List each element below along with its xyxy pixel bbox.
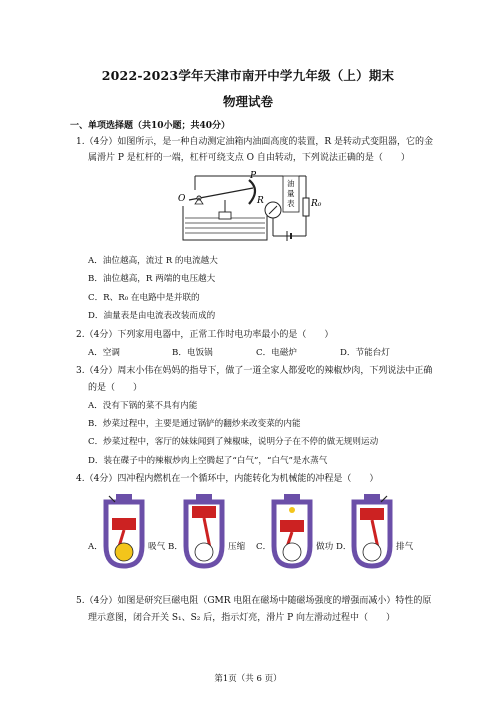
q2-option-b: B．电饭锅 [172, 348, 213, 358]
q1-option-b: B．油位越高，R 两端的电压越大 [88, 274, 216, 284]
q4-option-c: C． [256, 542, 272, 552]
q4-label-d: 排气 [396, 542, 414, 552]
q5-line-1: 5.（4分）如图是研究巨磁电阻（GMR 电阻在磁场中随磁场强度的增强而减小）特性的原 [76, 596, 432, 606]
q2-line-1: 2.（4分）下列家用电器中，正常工作时电功率最小的是（ ） [76, 330, 334, 340]
label-r0: R₀ [311, 199, 322, 209]
q2-option-c: C．电磁炉 [256, 348, 297, 358]
q3-line-2: 的是（ ） [88, 383, 143, 393]
label-p: P [250, 171, 257, 181]
q2-option-d: D．节能台灯 [340, 348, 390, 358]
q3-option-b: B．炒菜过程中，主要是通过锅铲的翻炒来改变菜的内能 [88, 419, 301, 429]
label-r: R [257, 196, 264, 206]
q1-option-c: C．R、R₀ 在电路中是并联的 [88, 293, 200, 303]
meter-label-1: 油 [287, 179, 295, 188]
q1-line-1: 1.（4分）如图所示，是一种自动测定油箱内油面高度的装置，R 是转动式变阻器，它的金 [76, 137, 433, 147]
q4-label-a: 吸气 [148, 542, 166, 552]
page-title: 2022-2023学年天津市南开中学九年级（上）期末 [101, 68, 395, 83]
q4-option-d: D． [336, 542, 352, 552]
q3-option-a: A．没有下锅的菜不具有内能 [88, 401, 198, 411]
q4-line-1: 4.（4分）四冲程内燃机在一个循环中，内能转化为机械能的冲程是（ ） [76, 474, 379, 484]
q1-line-2: 属滑片 P 是杠杆的一端，杠杆可绕支点 O 自由转动，下列说法正确的是（ ） [88, 153, 410, 163]
q4-label-b: 压缩 [228, 542, 246, 552]
engine-exhaust-figure [348, 492, 396, 572]
meter-label-3: 表 [287, 199, 295, 208]
oil-gauge-figure [175, 170, 335, 246]
engine-compression-figure [180, 492, 228, 572]
q3-option-d: D．装在碟子中的辣椒炒肉上空腾起了“白气”，“白气”是水蒸气 [88, 456, 328, 466]
q1-option-a: A．油位越高，流过 R 的电流越大 [88, 256, 218, 266]
section-heading: 一、单项选择题（共10小题；共40分） [70, 121, 231, 131]
engine-intake-figure [100, 492, 148, 572]
q4-option-a: A． [88, 542, 103, 552]
label-o: O [178, 194, 186, 204]
page-subtitle: 物理试卷 [222, 94, 273, 109]
meter-label-2: 量 [287, 189, 295, 198]
q5-line-2: 理示意图，闭合开关 S₁、S₂ 后，指示灯亮，滑片 P 向左滑动过程中（ ） [88, 613, 396, 623]
q3-line-1: 3.（4分）周末小伟在妈妈的指导下，做了一道全家人都爱吃的辣椒炒肉，下列说法中正确 [76, 366, 433, 376]
page-footer: 第1页（共 6 页） [214, 674, 282, 684]
q1-option-d: D．油量表是由电流表改装而成的 [88, 311, 216, 321]
engine-power-figure [268, 492, 316, 572]
q2-option-a: A．空调 [88, 348, 120, 358]
q4-label-c: 做功 [316, 542, 334, 552]
q3-option-c: C．炒菜过程中，客厅的妹妹闻到了辣椒味，说明分子在不停的做无规则运动 [88, 437, 379, 447]
q4-option-b: B． [168, 542, 183, 552]
